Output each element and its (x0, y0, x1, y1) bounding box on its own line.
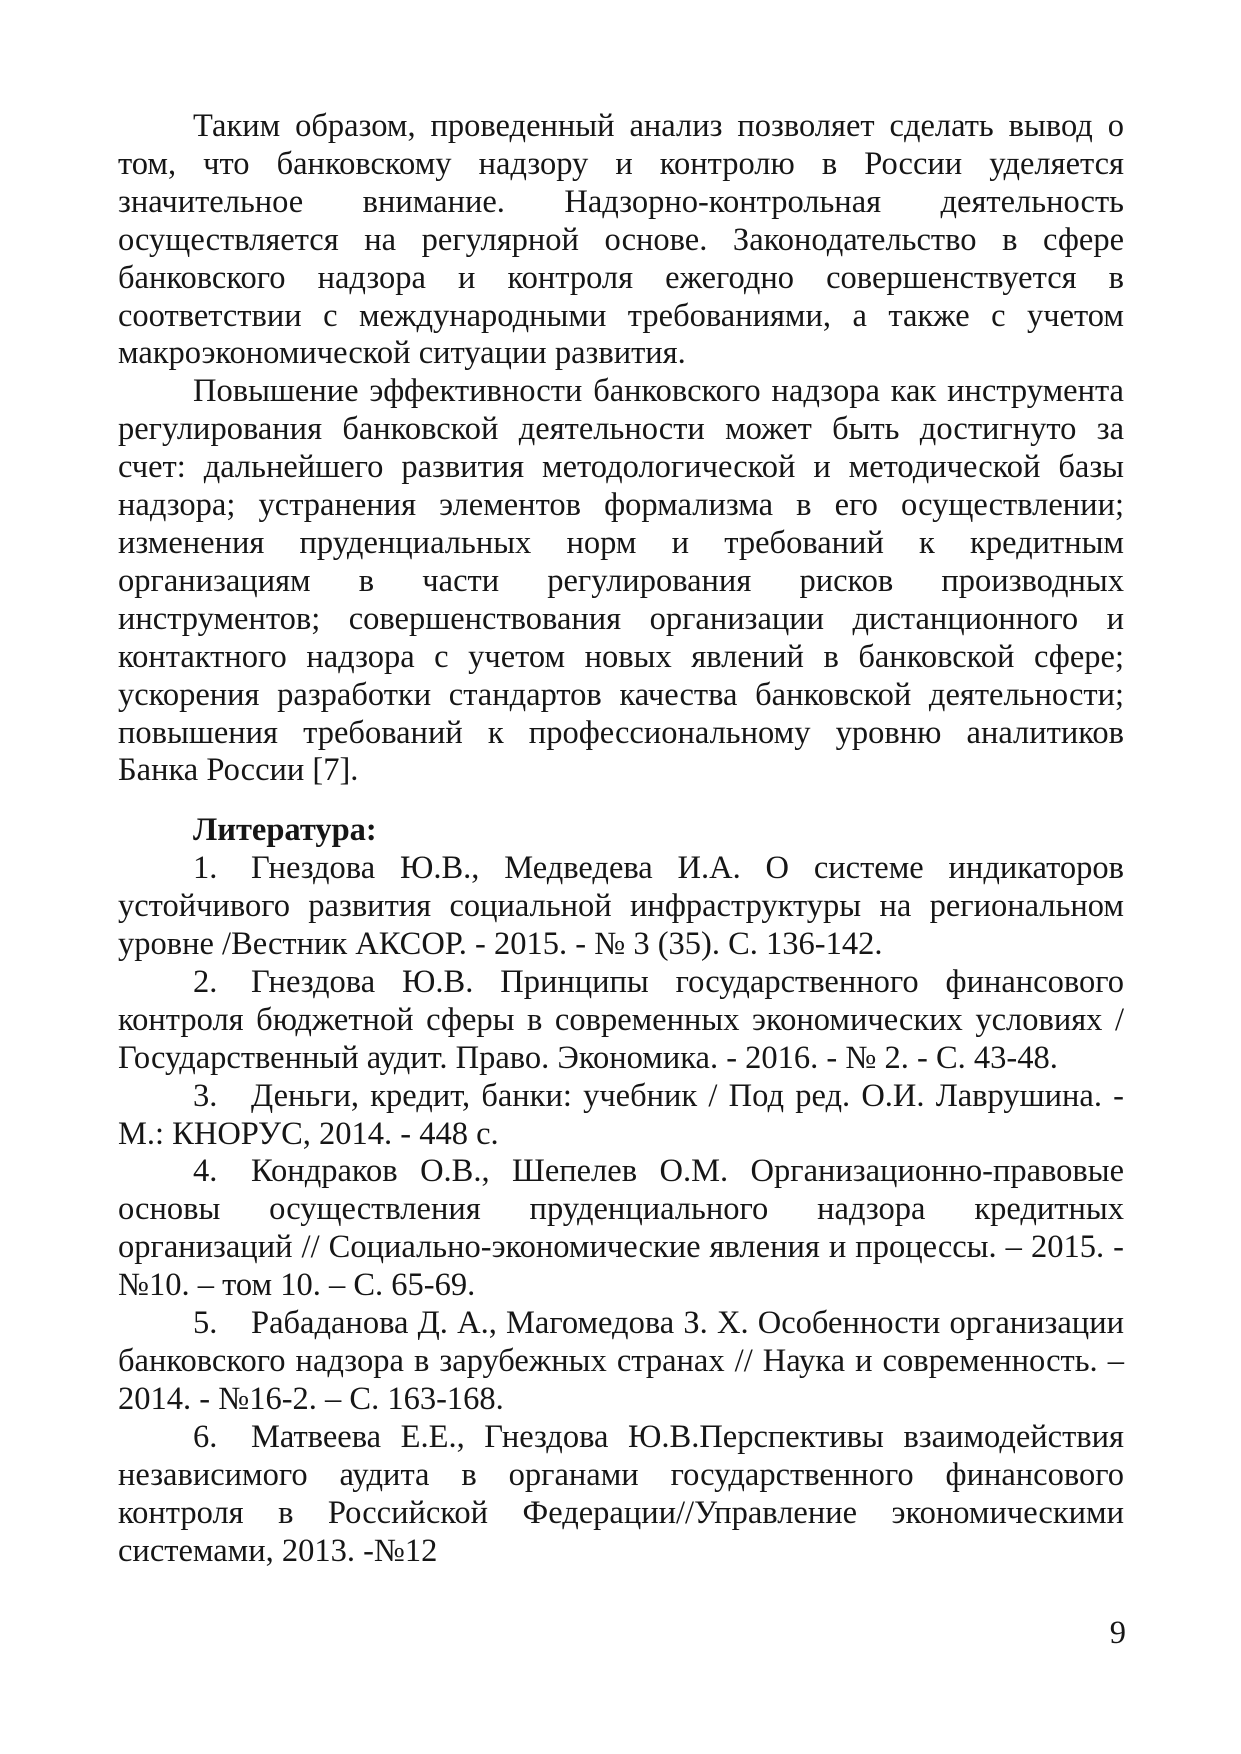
reference-item (118, 850, 1124, 964)
reference-number: 5. (193, 1305, 218, 1342)
reference-number: 3. (193, 1077, 218, 1114)
reference-text: Гнездова Ю.В. Принципы государственного финансового контроля бюджетной сферы в современных экономических условиях / Государственный аудит. Право. Экономика. - 2016. - № 2. - С. 43-48. (118, 963, 1124, 1076)
reference-list (118, 850, 1124, 1570)
reference-item (118, 1305, 1124, 1419)
reference-text: Кондраков О.В., Шепелев О.М. Организационно-правовые основы осуществления пруденциального надзора кредитных организаций // Социально-экономические явления и процессы. – 2015. - №10. – том 10. – С. 65-69. (118, 1153, 1124, 1304)
reference-number: 4. (193, 1153, 218, 1190)
page-content (118, 108, 1124, 1570)
page-number: 9 (1109, 1615, 1126, 1651)
reference-number: 1. (193, 850, 218, 887)
reference-item (118, 1153, 1124, 1305)
reference-text: Матвеева Е.Е., Гнездова Ю.В.Перспективы взаимодействия независимого аудита в органами государственного финансового контроля в Российской Федерации//Управление экономическими системами, 2013. -№12 (118, 1418, 1124, 1569)
reference-text: Деньги, кредит, банки: учебник / Под ред. О.И. Лаврушина. - М.: КНОРУС, 2014. - 448 с. (118, 1077, 1124, 1152)
reference-number: 2. (193, 963, 218, 1000)
reference-text: Гнездова Ю.В., Медведева И.А. О системе индикаторов устойчивого развития социальной инфраструктуры на региональном уровне /Вестник АКСОР. - 2015. - № 3 (35). С. 136-142. (118, 850, 1124, 963)
reference-item (118, 964, 1124, 1078)
body-paragraph-1: Таким образом, проведенный анализ позволяет сделать вывод о том, что банковскому надзору и контролю в России уделяется значительное внимание. Надзорно-контрольная деятельность осуществляется на регулярной основе. Законодательство в сфере банковского надзора и контроля ежегодно совершенствуется в соответствии с международными требованиями, а также с учетом макроэкономической ситуации развития. (118, 108, 1124, 372)
body-paragraph-2: Повышение эффективности банковского надзора как инструмента регулирования банковской деятельности может быть достигнуто за счет: дальнейшего развития методологической и методической базы надзора; устранения элементов формализма в его осуществлении; изменения пруденциальных норм и требований к кредитным организациям в части регулирования рисков производных инструментов; совершенствования организации дистанционного и контактного надзора с учетом новых явлений в банковской сфере; ускорения разработки стандартов качества банковской деятельности; повышения требований к профессиональному уровню аналитиков Банка России [7]. (118, 373, 1124, 789)
reference-number: 6. (193, 1418, 218, 1455)
reference-item (118, 1078, 1124, 1154)
literature-heading: Литература: (193, 812, 377, 849)
reference-text: Рабаданова Д. А., Магомедова З. Х. Особенности организации банковского надзора в зарубежных странах // Наука и современность. – 2014. - №16-2. – С. 163-168. (118, 1305, 1124, 1417)
reference-item (118, 1419, 1124, 1571)
